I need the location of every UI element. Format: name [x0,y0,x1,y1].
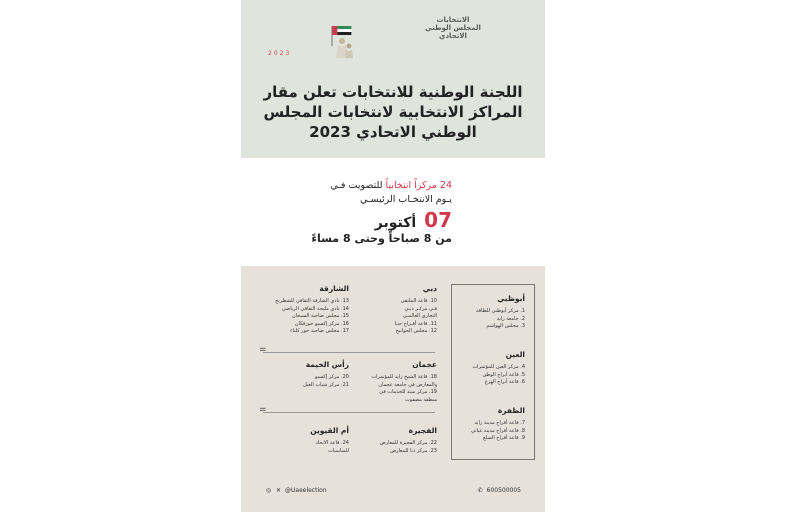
summary-line1: 24 مركزاً انتخابياً للتصويت فـي [330,180,452,191]
list-item: 11. قاعة أفـراح حتـا [394,320,437,327]
emirate-sharjah [257,284,349,336]
emirate-title: عجمان [412,360,437,369]
x-icon[interactable]: ✕ [275,487,282,494]
list-item: 15. مجلس ضاحية السبخان [291,313,349,319]
logo-year: 2023 [268,50,292,57]
whatsapp-icon: ✆ [477,487,483,494]
social-handle[interactable]: @Uaeelection [285,487,327,494]
footer-phone [477,487,521,494]
emirate-aldhafra [459,406,525,443]
emirate-uaq [269,426,349,455]
emirate-ajman [361,360,437,404]
list-item: 13. نادي الشارقة الثقافي للشطرنج [275,298,349,304]
emirate-title: الفجيرة [408,426,437,435]
divider [263,352,435,353]
list-item: 21. مركز شباب الغيل [303,381,349,388]
list-item: 7. قاعة أفراح مدينة زايد [474,420,525,426]
center-count: 24 مركزاً انتخابياً [385,180,452,191]
list-item: 10. قاعة الملتقى [400,298,437,304]
list-item: 3. مجلس الهواشم [486,323,525,329]
emirate-title: الظفرة [497,406,525,415]
logo-text: الانتخابات المجلس الوطني الاتحادي [425,16,481,40]
emirate-dubai [367,284,437,336]
flag-figure-icon [328,24,358,60]
emirate-rak [269,360,349,389]
emirate-fujairah [361,426,437,455]
list-item: 5. قاعة أبراج الوطن [482,371,525,378]
summary-section [241,158,545,266]
summary-line2: يـوم الانتخـاب الرئيسـي [359,194,452,205]
emirate-title: العين [505,350,525,359]
emirate-title: دبي [422,284,437,293]
election-date [375,208,452,232]
list-item: 23. مركز دبا للمعارض [390,447,437,454]
headline: اللجنة الوطنية للانتخابات تعلن مقار المراكز الانتخابية لانتخابات المجلس الوطني الاتحادي 2023 [263,83,523,141]
footer-social [265,487,327,494]
list-item: والمعارض في جامعة عجمان [378,381,437,388]
list-item: 14. نادي مليحة الثقافي الرياضي [281,305,349,312]
list-item: 16. مركز إكسبو خورفكان [294,320,349,327]
emirate-title: رأس الخيمة [305,360,349,369]
list-item: 6. قاعة أبراج الهزع [484,379,525,385]
date-month: أكتوبر [374,215,417,231]
list-item: 24. قاعة الاتحاد [315,440,349,446]
list-item: 9. قاعة أفراح السلع [483,435,525,441]
list-item: التجاري العالمـي [403,313,437,319]
divider-mark: = [259,345,267,355]
poster [241,0,545,512]
header [241,0,545,158]
emirate-title: الشارقة [319,284,349,293]
list-item: 22. مركز الفجيرة للمعارض [379,440,437,446]
list-item: 8. قاعة أفراح مدينة غياثي [471,427,525,434]
list-item: 1. مركز أبوظبي للطاقة [475,308,525,314]
emirate-title: أبوظبي [497,294,525,303]
list-item: للمناسبات [327,447,349,454]
list-item: منطقة مصفوت [405,396,437,403]
emirate-abudhabi [459,294,525,331]
list-item: 19. مركز سند للخدمات في [379,389,437,395]
centers-list [241,266,545,512]
list-item: 18. قاعة الشيخ زايد للمؤتمرات [371,374,437,380]
emirate-title: أم القيوين [310,426,349,435]
instagram-icon[interactable]: ◎ [265,487,272,494]
list-item: 12. مجلس الحوانيج [395,328,437,334]
voting-hours: من 8 صباحاً وحتى 8 مساءً [311,232,452,245]
phone-number[interactable]: 600500005 [486,487,521,494]
list-item: 4. مركز العين للمؤتمرات [472,364,525,370]
list-item: فـي مركـز دبـي [404,305,437,312]
date-number: 07 [424,208,452,232]
divider-mark: = [259,405,267,415]
divider [263,412,435,413]
list-item: 17. مجلس ضاحية خور كلباء [290,328,349,334]
list-item: 2. جامعة زايد [496,315,525,322]
emirate-alain [459,350,525,387]
list-item: 20. مركز إكسبو [314,374,349,380]
